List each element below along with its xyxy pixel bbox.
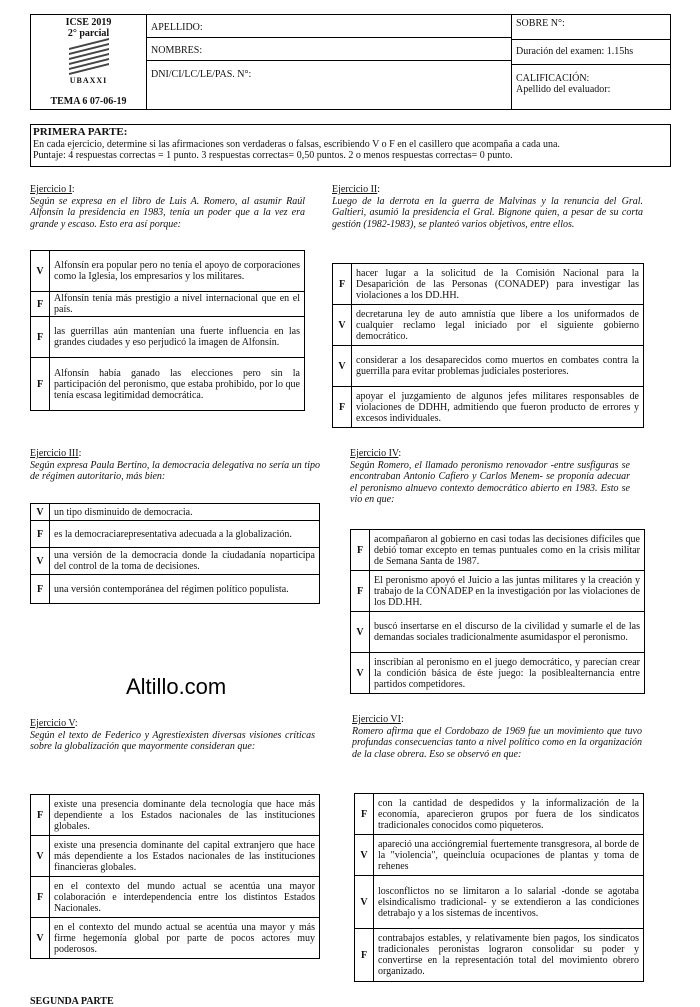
dni-field: DNI/CI/LC/LE/PAS. N°: (151, 69, 252, 80)
option-row (31, 358, 305, 411)
option-text: buscó insertarse en el discurso de la civilidad y sumarle el de las demandas sociales tradicionalmente asumidaspor el peronismo. (370, 612, 645, 653)
exercise-1-options (30, 250, 305, 411)
answer-cell: V (31, 504, 50, 521)
option-text: apoyar el juzgamiento de algunos jefes militares responsables de violaciones de DDHH, admitiendo que fueron producto de errores y excesos individuales. (352, 387, 644, 428)
exercise-3: Ejercicio III: Según expresa Paula Bertino, la democracia delegativa no sería un tipo de régimen autoritario, más bien: (30, 448, 320, 482)
option-text: una versión de la democracia donde la ciudadanía noparticipa del control de la toma de decisiones. (50, 548, 320, 575)
answer-cell: V (355, 876, 374, 929)
exercise-5: Ejercicio V: Según el texto de Federico y Agrestiexisten diversas visiones críticas sobre la globalización que mayormente consideran que: (30, 718, 315, 752)
option-row (31, 836, 320, 877)
uba-logo-icon (69, 43, 109, 73)
exercise-1: Ejercicio I: Según se expresa en el libro de Luis A. Romero, al asumir Raúl Alfonsín la presidencia en 1983, tenía un poder que a la vez era grande y escaso. Esto era así porque: (30, 184, 305, 230)
student-fields (147, 15, 512, 109)
answer-cell: F (31, 877, 50, 918)
answer-cell: F (333, 264, 352, 305)
option-row (355, 929, 644, 982)
option-row (355, 835, 644, 876)
option-text: una versión contemporánea del régimen político populista. (50, 575, 320, 604)
option-row (31, 504, 320, 521)
option-row (31, 918, 320, 959)
option-text: con la cantidad de despedidos y la informalización de la economía, aparecieron grupos por fuera de los sindicatos tradicionales conocidos como piqueteros. (374, 794, 644, 835)
apellido-field: APELLIDO: (147, 15, 511, 38)
instructions-box (30, 124, 671, 167)
exercise-prompt: Romero afirma que el Cordobazo de 1969 fue un movimiento que tuvo profundas consecuencias tanto a nivel político como en la organización de la clase obrera. Eso se observó en que: (352, 725, 642, 760)
exercise-6-options (354, 793, 644, 982)
answer-cell: V (31, 251, 50, 292)
answer-cell: V (355, 835, 374, 876)
exercise-5-options (30, 794, 320, 959)
segunda-parte-heading: SEGUNDA PARTE (30, 996, 114, 1007)
nombres-field: NOMBRES: (147, 38, 511, 61)
answer-cell: F (31, 317, 50, 358)
option-text: acompañaron al gobierno en casi todas las decisiones difíciles que debió tomar excepto en temas puntuales como en la crisis militar de Semana Santa de 1987. (370, 530, 645, 571)
exam-name: ICSE 2019 (65, 17, 112, 28)
option-text: en el contexto del mundo actual se acentúa una mayor colaboración e interdependencia entre los distintos Estados Nacionales. (50, 877, 320, 918)
exercise-title: Ejercicio VI (352, 714, 401, 725)
option-row (351, 612, 645, 653)
exercise-4-options (350, 529, 645, 694)
answer-cell: F (31, 575, 50, 604)
option-text: losconflictos no se limitaron a lo salarial -donde se agotaba elsindicalismo tradicional- y se extendieron a las condiciones detrabajo y a los sistemas de incentivos. (374, 876, 644, 929)
option-row (31, 292, 305, 317)
exercise-prompt: Luego de la derrota en la guerra de Malvinas y la renuncia del Gral. Galtieri, asumió la presidencia el Gral. Bignone quien, a pesar de su corta gestión (1982-1983), se planteó varios objetivos, entre ellos. (332, 195, 643, 230)
option-row (31, 317, 305, 358)
option-row (333, 346, 644, 387)
answer-cell: F (31, 358, 50, 411)
option-row (351, 571, 645, 612)
exercise-title: Ejercicio III (30, 448, 79, 459)
option-text: Alfonsín tenía más prestigio a nivel internacional que en el país. (50, 292, 305, 317)
option-text: Alfonsín había ganado las elecciones pero sin la participación del peronismo, que estaba prohibido, por lo que tenía escasa legitimidad democrática. (50, 358, 305, 411)
answer-cell: V (351, 653, 370, 694)
option-text: existe una presencia dominante dela tecnología que hace más dependiente a los Estados nacionales de las instituciones globales. (50, 795, 320, 836)
option-row (351, 653, 645, 694)
option-row (31, 575, 320, 604)
exercise-prompt: Según el texto de Federico y Agrestiexisten diversas visiones críticas sobre la globalización que mayormente consideran que: (30, 729, 315, 752)
answer-cell: F (31, 521, 50, 548)
option-text: un tipo disminuido de democracia. (50, 504, 320, 521)
option-text: considerar a los desaparecidos como muertos en combates contra la guerrilla para evitar problemas judiciales posteriores. (352, 346, 644, 387)
answer-cell: F (355, 929, 374, 982)
option-row (31, 877, 320, 918)
exercise-title: Ejercicio IV (350, 448, 399, 459)
exercise-prompt: Según Romero, el llamado peronismo renovador -entre susfiguras se encontraban Antonio Cafiero y Carlos Menem- se proponía adecuar el peronismo alnuevo contexto democrático abierto en 1983. Esto se vio en que: (350, 459, 630, 505)
option-text: contrabajos estables, y relativamente bien pagos, los sindicatos tradicionales peronistas lograron consolidar su poder y convertirse en la representación total del movimiento obrero organizado. (374, 929, 644, 982)
exercise-title: Ejercicio V (30, 718, 75, 729)
exercise-prompt: Según expresa Paula Bertino, la democracia delegativa no sería un tipo de régimen autoritario, más bien: (30, 459, 320, 482)
option-row (333, 264, 644, 305)
exercise-4: Ejercicio IV: Según Romero, el llamado peronismo renovador -entre susfiguras se encontraban Antonio Cafiero y Carlos Menem- se proponía adecuar el peronismo alnuevo contexto democrático abierto en 1983. Esto se vio en que: (350, 448, 630, 505)
answer-cell: V (31, 918, 50, 959)
option-row (333, 387, 644, 428)
option-text: es la democraciarepresentativa adecuada a la globalización. (50, 521, 320, 548)
answer-cell: V (333, 305, 352, 346)
answer-cell: V (31, 836, 50, 877)
exercise-2: Ejercicio II: Luego de la derrota en la guerra de Malvinas y la renuncia del Gral. Galtieri, asumió la presidencia el Gral. Bignone quien, a pesar de su corta gestión (1982-1983), se planteó varios objetivos, entre ellos. (332, 184, 643, 230)
answer-cell: F (351, 571, 370, 612)
option-row (31, 521, 320, 548)
exam-parcial: 2° parcial (67, 28, 110, 39)
evaluador-label: Apellido del evaluador: (516, 84, 611, 95)
exercise-3-options (30, 503, 320, 604)
option-row (31, 251, 305, 292)
calificacion-field (512, 65, 670, 109)
answer-cell: F (333, 387, 352, 428)
exercise-prompt: Según se expresa en el libro de Luis A. Romero, al asumir Raúl Alfonsín la presidencia en 1983, tenía un poder que a la vez era grande y escaso. Esto era así porque: (30, 195, 305, 230)
exam-info (512, 15, 670, 109)
duracion-field: Duración del examen: 1.15hs (512, 40, 670, 65)
option-text: existe una presencia dominante del capital extranjero que hace más dependiente a los Estados nacionales de las instituciones financieras globales. (50, 836, 320, 877)
answer-cell: V (351, 612, 370, 653)
option-text: apareció una accióngremial fuertemente transgresora, al borde de la "violencia", queincluía ocupaciones de plantas y toma de rehenes (374, 835, 644, 876)
exercise-6: Ejercicio VI: Romero afirma que el Cordobazo de 1969 fue un movimiento que tuvo profundas consecuencias tanto a nivel político como en la organización de la clase obrera. Eso se observó en que: (352, 714, 642, 760)
option-text: en el contexto del mundo actual se acentúa una mayor y más firme hegemonía global por parte de pocos actores muy poderosos. (50, 918, 320, 959)
calificacion-label: CALIFICACIÓN: (516, 73, 590, 84)
option-text: las guerrillas aún mantenían una fuerte influencia en las grandes ciudades y eso perjudicó la imagen de Alfonsín. (50, 317, 305, 358)
instructions-line: En cada ejercicio, determine si las afirmaciones son verdaderas o falsas, escribiendo V o F en el casillero que acompaña a cada una. (33, 138, 560, 150)
exercise-title: Ejercicio I (30, 184, 72, 195)
option-row (333, 305, 644, 346)
exam-tema: TEMA 6 07-06-19 (50, 96, 127, 107)
answer-cell: F (355, 794, 374, 835)
sobre-field: SOBRE N°: (512, 15, 670, 40)
option-text: Alfonsín era popular pero no tenía el apoyo de corporaciones como la Iglesia, los empresarios y los militares. (50, 251, 305, 292)
exam-header (30, 14, 671, 110)
option-row (351, 530, 645, 571)
option-row (31, 795, 320, 836)
option-row (355, 876, 644, 929)
answer-cell: F (351, 530, 370, 571)
option-row (31, 548, 320, 575)
logo-text: UBAXXI (69, 76, 108, 85)
scoring-line: Puntaje: 4 respuestas correctas = 1 punto. 3 respuestas correctas= 0,50 puntos. 2 o menos respuestas correctas= 0 punto. (33, 150, 513, 161)
answer-cell: V (31, 548, 50, 575)
answer-cell: V (333, 346, 352, 387)
option-row (355, 794, 644, 835)
header-id-block (31, 15, 147, 109)
answer-cell: F (31, 795, 50, 836)
exercise-title: Ejercicio II (332, 184, 378, 195)
option-text: inscribían al peronismo en el juego democrático, y parecían crear la condición básica de éste juego: la posiblealternancia entre partidos competidores. (370, 653, 645, 694)
option-text: El peronismo apoyó el Juicio a las juntas militares y la creación y trabajo de la CONADEP en la investigación por las violaciones de los DD.HH. (370, 571, 645, 612)
watermark: Altillo.com (126, 674, 227, 699)
exercise-2-options (332, 263, 644, 428)
primera-parte-title: PRIMERA PARTE: (33, 126, 128, 138)
option-text: decretaruna ley de auto amnistía que libere a los uniformados de cualquier reclamo legal iniciado por el siguiente gobierno democrático. (352, 305, 644, 346)
option-text: hacer lugar a la solicitud de la Comisión Nacional para la Desaparición de las Personas (CONADEP) para investigar las violaciones a los DD.HH. (352, 264, 644, 305)
answer-cell: F (31, 292, 50, 317)
